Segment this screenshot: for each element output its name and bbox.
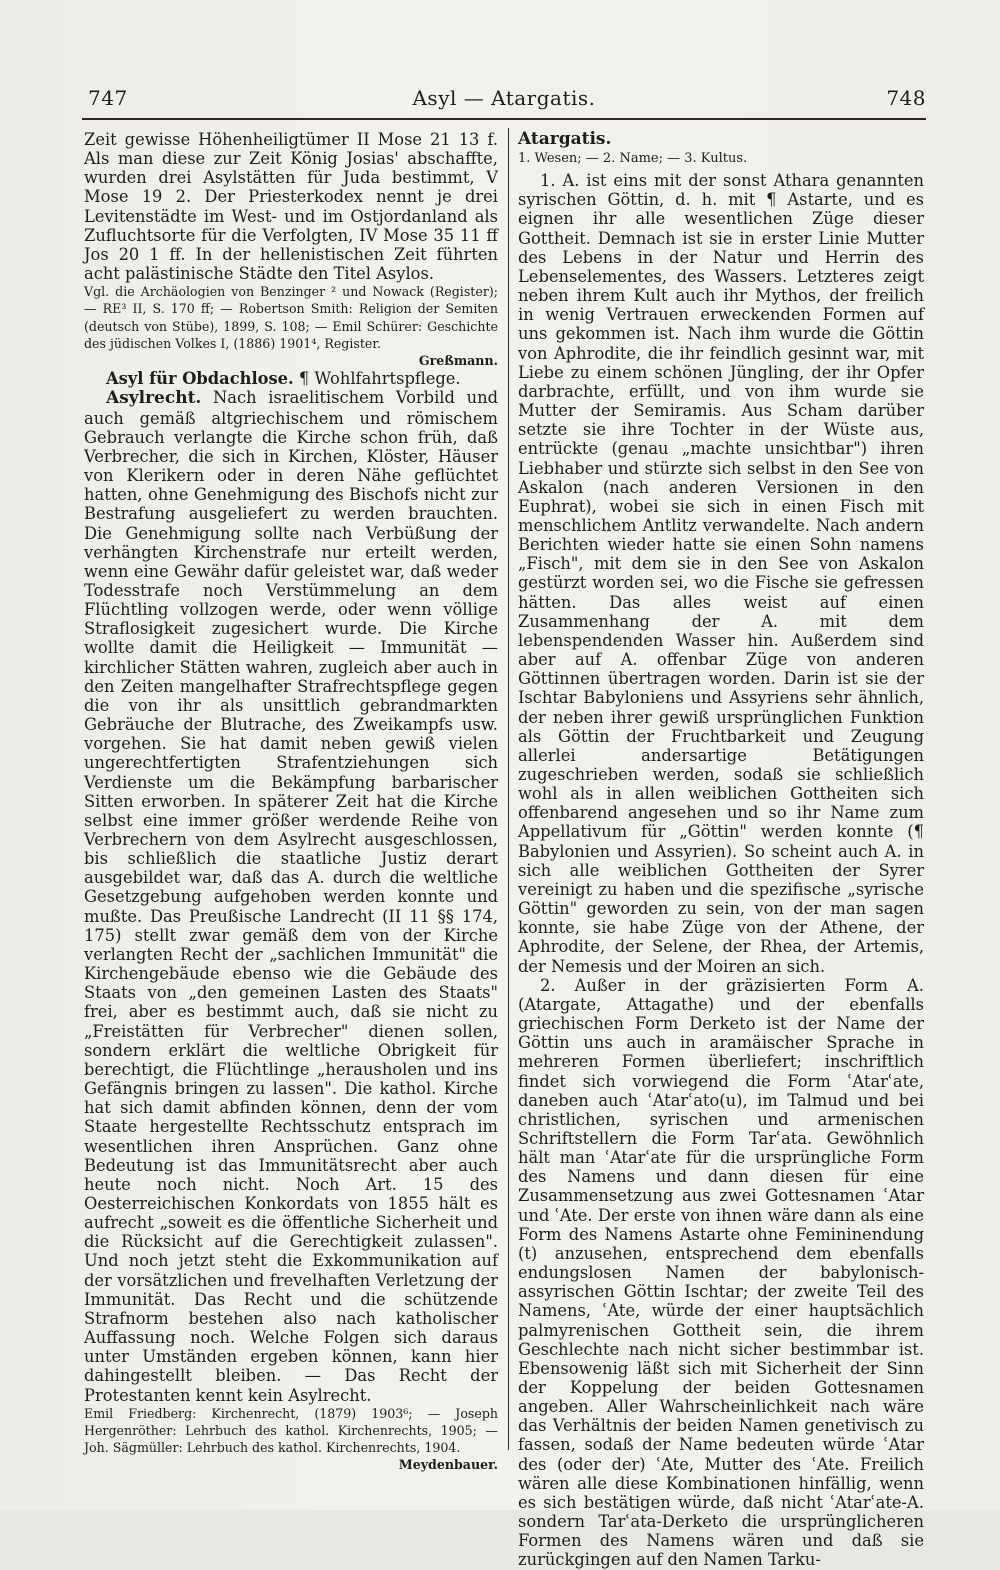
literature-asylrecht: Emil Friedberg: Kirchenrecht, (1879) 1903⁶; — Joseph Hergenröther: Lehrbuch des kathol. Kirchenrechts, 1905; — Joh. Sägmüller: Lehrbuch des kathol. Kirchenrechts, 1904. [84, 1405, 498, 1456]
atargatis-section-1: 1. A. ist eins mit der sonst Athara genannten syrischen Göttin, d. h. mit ¶ Astarte, und es eignen ihr alle wesentlichen Züge dieser Gottheit. Demnach ist sie in erster Linie Mutter des Lebens in der Natur und Herrin des Lebenselementes, des Wassers. Letzteres zeigt neben ihrem Kult auch ihr Mythos, der freilich in wenig Vertrauen erweckenden Formen auf uns gekommen ist. Nach ihm wurde die Göttin von Aphrodite, die ihr feindlich gesinnt war, mit Liebe zu einem schönen Jüngling, der ihr Opfer darbrachte, erfüllt, und von ihm wurde sie Mutter der Semiramis. Aus Scham darüber setzte sie ihre Tochter in der Wüste aus, entrückte (genau „machte unsichtbar") ihren Liebhaber und stürzte sich selbst in den See von Askalon (nach anderen Versionen in den Euphrat), wobei sie sich in einen Fisch mit menschlichem Antlitz verwandelte. Nach andern Berichten wieder hatte sie einen Sohn namens „Fisch", mit dem sie in den See von Askalon gestürzt worden sei, wo die Fische sie gefressen hätten. Das alles weist auf einen Zusammenhang der A. mit dem lebenspendenden Wasser hin. Außerdem sind aber auf A. offenbar Züge von anderen Göttinnen übertragen worden. Darin ist sie der Ischtar Babyloniens und Assyriens sehr ähnlich, der neben ihrer gewiß ursprünglichen Funktion als Göttin der Fruchtbarkeit und Zeugung allerlei andersartige Betätigungen zugeschrieben werden, sodaß sie schließlich wohl als in allen weiblichen Gottheiten sich offenbarend angesehen und so ihr Name zum Appellativum für „Göttin" werden konnte (¶ Babylonien und Assyrien). So scheint auch A. in sich alle weiblichen Gottheiten der Syrer vereinigt zu haben und die spezifische „syrische Göttin" geworden zu sein, von der man sagen konnte, sie habe Züge von der Athene, der Aphrodite, der Selene, der Rhea, der Artemis, der Nemesis und der Moiren an sich. [518, 171, 924, 976]
literature-asyl: Vgl. die Archäologien von Benzinger ² und Nowack (Register); — RE³ II, S. 170 ff; — Robertson Smith: Religion der Semiten (deutsch von Stübe), 1899, S. 108; — Emil Schürer: Geschichte des jüdischen Volkes I, (1886) 1901⁴, Register. [84, 284, 498, 351]
running-title: Asyl — Atargatis. [412, 86, 596, 110]
author-signature-gressmann: Greßmann. [418, 353, 498, 369]
asyl-paragraph-end: Zeit gewisse Höhenheiligtümer II Mose 21 13 f. Als man diese zur Zeit König Josias' abschaffte, wurden drei Asylstätten für Juda bestimmt, V Mose 19 2. Der Priesterkodex nennt je drei Levitenstädte im West- und im Ostjordanland als Zufluchtsorte für die Verfolgten, IV Mose 35 11 ff Jos 20 1 ff. In der hellenistischen Zeit führten acht palästinische Städte den Titel Asylos. [84, 130, 498, 284]
cross-ref-headword: Asyl für Obdachlose. [106, 369, 294, 389]
page-number-right: 748 [886, 86, 926, 110]
atargatis-outline: 1. Wesen; — 2. Name; — 3. Kultus. [518, 151, 748, 167]
page-number-left: 747 [88, 86, 128, 110]
right-column [518, 130, 924, 1570]
left-column [84, 130, 498, 1474]
page-header [82, 78, 926, 118]
asylrecht-headword: Asylrecht. [106, 388, 202, 409]
asylrecht-entry [84, 388, 498, 1404]
header-rule [82, 118, 926, 120]
asylrecht-text: Nach israelitischem Vorbild und auch gemäß altgriechischem und römischem Gebrauch verlangte die Kirche schon früh, daß Verbrecher, die sich in Kirchen, Klöster, Häuser von Klerikern oder in deren Nähe geflüchtet hatten, ohne Genehmigung des Bischofs nicht zur Bestrafung ausgeliefert zu werden brauchten. Die Genehmigung sollte nach Verbüßung der verhängten Kirchenstrafe nur erteilt werden, wenn eine Gewähr dafür geleistet war, daß weder Todesstrafe noch Verstümmelung an dem Flüchtling vollzogen werde, oder wenn völlige Straflosigkeit zugesichert wurde. Die Kirche wollte damit die Heiligkeit — Immunität — kirchlicher Stätten wahren, zugleich aber auch in den Zeiten mangelhafter Strafrechtspflege gegen die von ihr als unsittlich gebrandmarkten Gebräuche der Blutrache, des Zweikampfs usw. vorgehen. Sie hat damit neben gewiß vielen ungerechtfertigten Strafentziehungen sich Verdienste um die Bekämpfung barbarischer Sitten erworben. In späterer Zeit hat die Kirche selbst eine immer größer werdende Reihe von Verbrechern von dem Asylrecht ausgeschlossen, bis schließlich die staatliche Justiz derart ausgebildet war, daß das A. durch die weltliche Gesetzgebung aufgehoben werden konnte und mußte. Das Preußische Landrecht (II 11 §§ 174, 175) stellt zwar gemäß dem von der Kirche verlangten Recht der „sachlichen Immunität" die Kirchengebäude ebenso wie die Gebäude des Staats von „den gemeinen Lasten des Staats" frei, aber es bestimmt auch, daß sie nicht zu „Freistätten für Verbrecher" dienen sollen, sondern erklärt die weltliche Obrigkeit für berechtigt, die Flüchtlinge „herausholen und ins Gefängnis bringen zu lassen". Die kathol. Kirche hat sich damit abfinden können, denn der vom Staate hergestellte Rechtsschutz entsprach im wesentlichen ihren Ansprüchen. Ganz ohne Bedeutung ist das Immunitätsrecht aber auch heute noch nicht. Noch Art. 15 des Oesterreichischen Konkordats von 1855 hält es aufrecht „soweit es die öffentliche Sicherheit und die Rücksicht auf die Gerechtigkeit zulassen". Und noch jetzt steht die Exkommunikation auf der vorsätzlichen und frevelhaften Verletzung der Immunität. Das Recht und die schützende Strafnorm bestehen also nach katholischer Auffassung noch. Welche Folgen sich daraus unter Umständen ergeben können, kann hier dahingestellt bleiben. — Das Recht der Protestanten kennt kein Asylrecht. [84, 388, 498, 1405]
column-divider [508, 128, 509, 1450]
atargatis-headword: Atargatis. [518, 129, 612, 149]
atargatis-section-2: 2. Außer in der gräzisierten Form A. (Atargate, Attagathe) und der ebenfalls griechischen Form Derketo ist der Name der Göttin uns auch in aramäischer Sprache in mehreren Formen überliefert; inschriftlich findet sich vorwiegend die Form ʿAtarʿate, daneben auch ʿAtarʿato(u), im Talmud und bei christlichen, syrischen und armenischen Schriftstellern die Form Tarʿata. Gewöhnlich hält man ʿAtarʿate für die ursprüngliche Form des Namens und dann diesen für eine Zusammensetzung aus zwei Gottesnamen ʿAtar und ʿAte. Der erste von ihnen wäre dann als eine Form des Namens Astarte ohne Femininendung (t) anzusehen, entsprechend dem ebenfalls endungslosen Namen der babylonisch-assyrischen Göttin Ischtar; der zweite Teil des Namens, ʿAte, würde der einer hauptsächlich palmyrenischen Gottheit sein, die ihrem Geschlechte nach nicht sicher bestimmbar ist. Ebensowenig läßt sich mit Sicherheit der Sinn der Koppelung der beiden Gottesnamen angeben. Aller Wahrscheinlichkeit nach wäre das Verhältnis der beiden Namen genetivisch zu fassen, sodaß der Name bedeuten würde ʿAtar des (oder der) ʿAte, Mutter des ʿAte. Freilich wären alle diese Kombinationen hinfällig, wenn es sich bestätigen würde, daß nicht ʿAtarʿate-A. sondern Tarʿata-Derketo die ursprünglicheren Formen des Namens wären und daß sie zurückgingen auf den Namen Tarku- [518, 975, 924, 1570]
author-signature-meydenbauer: Meydenbauer. [398, 1457, 498, 1473]
cross-reference-entry [84, 369, 498, 388]
cross-ref-target: ¶ Wohlfahrtspflege. [298, 369, 461, 389]
